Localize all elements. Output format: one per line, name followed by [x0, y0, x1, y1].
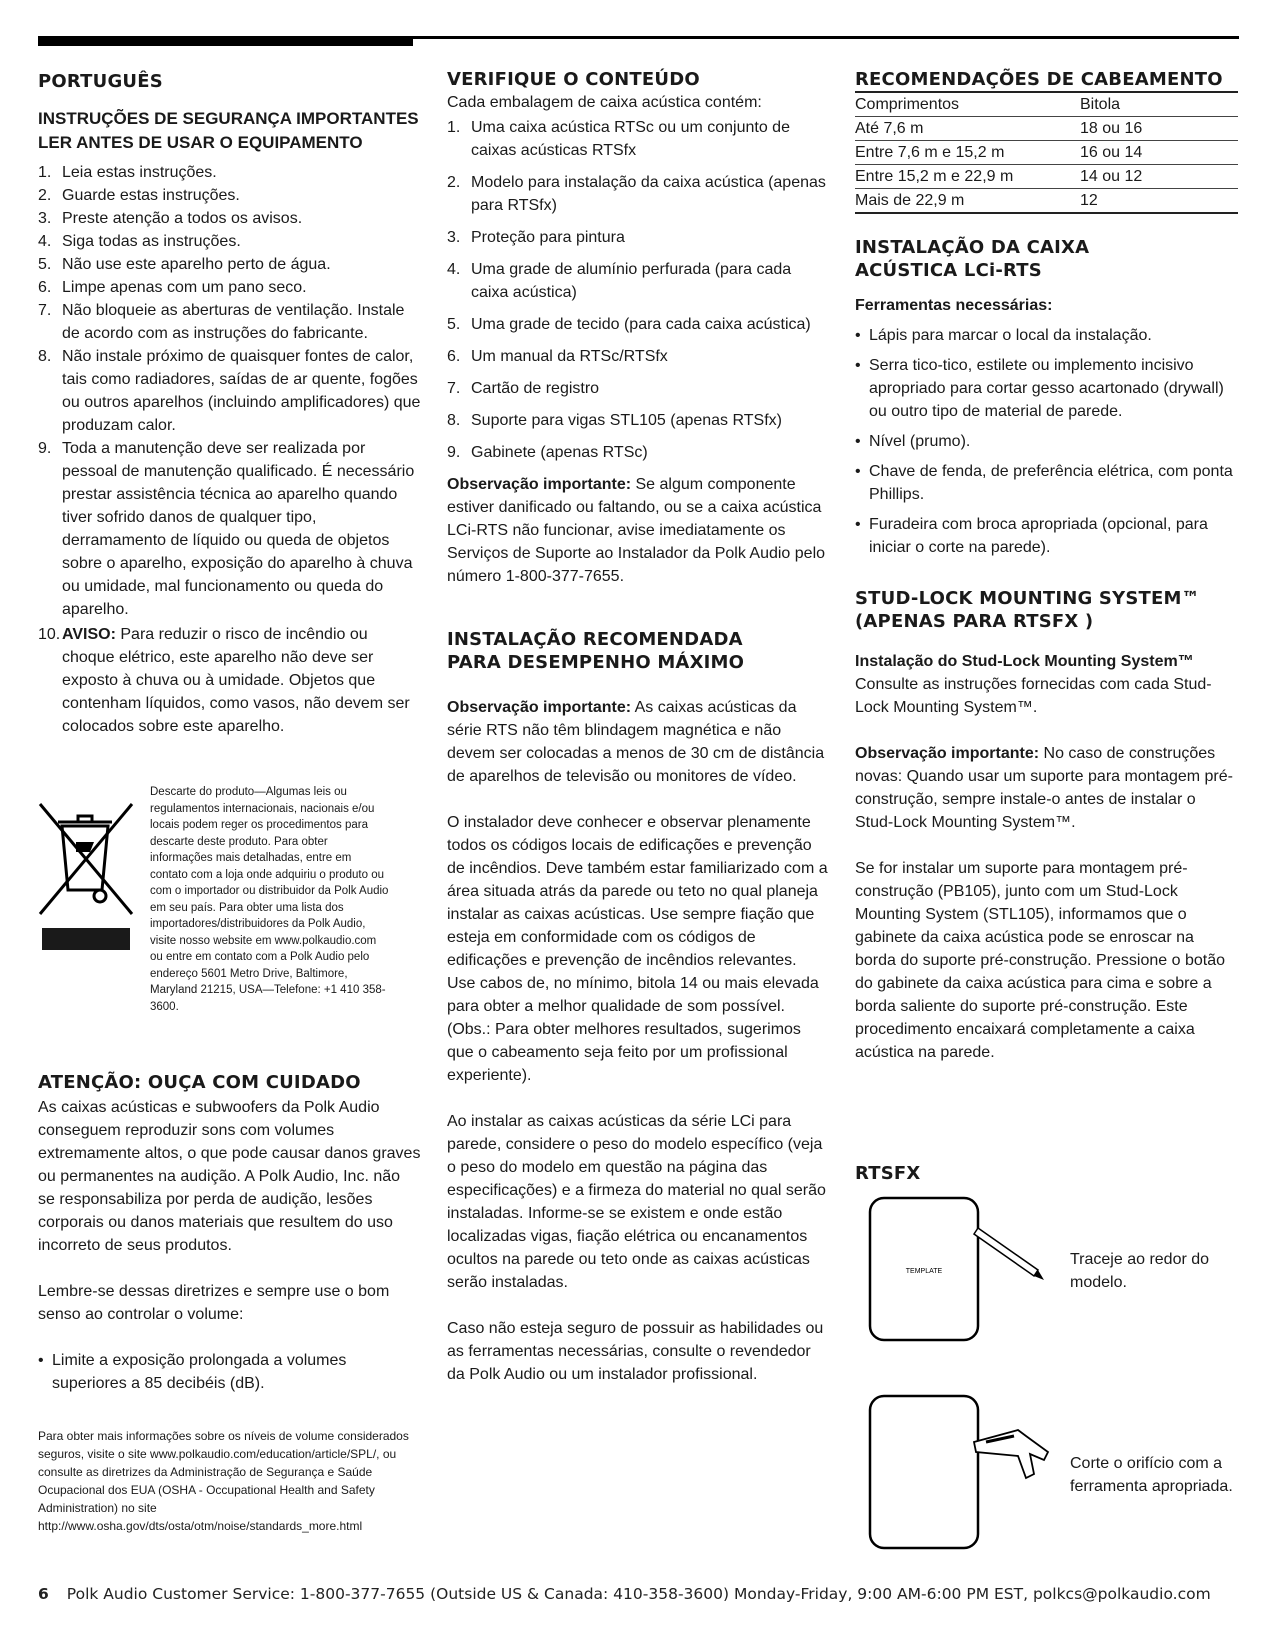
item-number: 3.: [38, 210, 52, 227]
item-number: 5.: [447, 316, 461, 333]
weight-paragraph: Ao instalar as caixas acústicas da série LCi para parede, considere o peso do modelo específico (veja o peso do modelo em questão na página das especificações) e a firmeza do material no qual serão instaladas. Informe-se se existem e onde estão localizadas vigas, fiação elétrica ou encanamentos ocultos na parede ou teto onde as caixas acústicas serão instaladas.: [447, 1113, 826, 1291]
studlock-heading-line2: (APENAS PARA RTSFX ): [855, 611, 1094, 632]
table-cell: 16 ou 14: [1080, 141, 1238, 165]
item-text: Siga todas as instruções.: [62, 233, 241, 250]
note-text: Se algum componente estiver danificado ou faltando, ou se a caixa acústica LCi-RTS não funcionar, avise imediatamente os Serviços de Suporte ao Instalador da Polk Audio pelo número 1-800-377-7655.: [447, 476, 826, 585]
tool-item: [855, 354, 1238, 423]
customer-service-line: Polk Audio Customer Service: 1-800-377-7655 (Outside US & Canada: 410-358-3600) Monday-Friday, 9:00 AM-6:00 PM EST, polkcs@polkaudio.com: [66, 1585, 1211, 1603]
studlock-heading-line1: STUD-LOCK MOUNTING SYSTEM™: [855, 588, 1200, 609]
contents-item: [447, 116, 829, 162]
contents-list: [447, 116, 829, 464]
contents-item: [447, 441, 829, 464]
item-text: Uma grade de tecido (para cada caixa acústica): [471, 316, 811, 333]
item-text: Gabinete (apenas RTSc): [471, 444, 648, 461]
item-number: 6.: [447, 348, 461, 365]
safety-heading-line1: INSTRUÇÕES DE SEGURANÇA IMPORTANTES: [38, 109, 419, 128]
attention-guidelines: Lembre-se dessas diretrizes e sempre use o bom senso ao controlar o volume:: [38, 1283, 390, 1323]
item-number: 4.: [447, 261, 461, 278]
safety-item: [38, 184, 421, 207]
table-cell: Entre 7,6 m e 15,2 m: [855, 141, 1080, 165]
studlock-paragraph: Consulte as instruções fornecidas com cada Stud-Lock Mounting System™.: [855, 676, 1212, 716]
safety-item-10: [38, 623, 421, 738]
wiring-heading: RECOMENDAÇÕES DE CABEAMENTO: [855, 69, 1223, 90]
warning-label: AVISO:: [62, 626, 116, 643]
page-footer: [38, 1585, 1211, 1603]
tool-item: [855, 460, 1238, 506]
table-cell: 12: [1080, 189, 1238, 214]
contents-item: [447, 377, 829, 400]
item-number: 6.: [38, 279, 52, 296]
item-text: Guarde estas instruções.: [62, 187, 240, 204]
note-text: No caso de construções novas: Quando usar um suporte para montagem pré-construção, sempre instale-o antes de instalar o Stud-Lock Mounting System™.: [855, 745, 1233, 831]
table-cell: Entre 15,2 m e 22,9 m: [855, 165, 1080, 189]
item-number: 2.: [447, 174, 461, 191]
tool-text: Furadeira com broca apropriada (opcional, para iniciar o corte na parede).: [869, 516, 1208, 556]
note-new-construction: [855, 742, 1238, 834]
install-heading-line2: PARA DESEMPENHO MÁXIMO: [447, 652, 745, 673]
table-cell: Mais de 22,9 m: [855, 189, 1080, 214]
table-row: [855, 189, 1238, 214]
disposal-block: [38, 784, 421, 1015]
item-number: 7.: [447, 380, 461, 397]
lci-heading-line2: ACÚSTICA LCi-RTS: [855, 260, 1042, 281]
contents-item: [447, 171, 829, 217]
item-number: 9.: [447, 444, 461, 461]
bullet-icon: •: [855, 433, 861, 450]
template-trace-illustration: [868, 1196, 1048, 1346]
safety-item: [38, 437, 421, 621]
item-text: Preste atenção a todos os avisos.: [62, 210, 303, 227]
table-row: [855, 141, 1238, 165]
pencil-icon: [974, 1228, 1044, 1280]
item-text: Suporte para vigas STL105 (apenas RTSfx): [471, 412, 782, 429]
warning-text: Para reduzir o risco de incêndio ou choque elétrico, este aparelho não deve ser exposto à chuva ou à umidade. Objetos que contenham líquidos, como vasos, não devem ser colocados sobre este aparelho.: [62, 626, 410, 735]
contents-item: [447, 258, 829, 304]
item-number: 8.: [38, 348, 52, 365]
note-text: As caixas acústicas da série RTS não têm blindagem magnética e não devem ser colocadas a menos de 30 cm de distância de aparelhos de televisão ou monitores de vídeo.: [447, 699, 825, 785]
note-label: Observação importante:: [447, 476, 632, 493]
safety-item: [38, 230, 421, 253]
contents-heading: VERIFIQUE O CONTEÚDO: [447, 69, 700, 90]
tool-text: Chave de fenda, de preferência elétrica, com ponta Phillips.: [869, 463, 1233, 503]
install-heading-line1: INSTALAÇÃO RECOMENDADA: [447, 629, 743, 650]
item-text: Cartão de registro: [471, 380, 600, 397]
safety-item: [38, 253, 421, 276]
item-number: 9.: [38, 440, 52, 457]
weee-symbol: [38, 784, 150, 1015]
tools-list: [855, 324, 1238, 559]
safety-item: [38, 299, 421, 345]
tool-text: Lápis para marcar o local da instalação.: [869, 327, 1152, 344]
item-number: 1.: [447, 119, 461, 136]
studlock-subheading: Instalação do Stud-Lock Mounting System™: [855, 653, 1194, 670]
lci-heading-line1: INSTALAÇÃO DA CAIXA: [855, 237, 1090, 258]
column-header: Comprimentos: [855, 92, 1080, 117]
item-number: 2.: [38, 187, 52, 204]
more-info-text: Para obter mais informações sobre os níveis de volume considerados seguros, visite o site www.polkaudio.com/education/article/SPL/, ou consulte as diretrizes da Administração de Segurança e Saúde Ocupacional dos EUA (OSHA - Occupational Health and Safety Administration) no site http://www.osha.gov/dts/osta/otm/noise/standards_more.html: [38, 1429, 409, 1533]
item-text: Não use este aparelho perto de água.: [62, 256, 331, 273]
item-number: 7.: [38, 302, 52, 319]
safety-item: [38, 207, 421, 230]
tool-item: [855, 324, 1238, 347]
cutout-illustration: [868, 1394, 1058, 1554]
item-text: Limpe apenas com um pano seco.: [62, 279, 307, 296]
contents-item: [447, 345, 829, 368]
attention-bullets: [38, 1349, 421, 1395]
contents-item: [447, 409, 829, 432]
table-row: [855, 165, 1238, 189]
contents-intro: Cada embalagem de caixa acústica contém:: [447, 94, 762, 111]
page-number: 6: [38, 1585, 49, 1603]
contents-item: [447, 313, 829, 336]
bullet-icon: •: [855, 327, 861, 344]
bracket-paragraph: Se for instalar um suporte para montagem pré-construção (PB105), junto com um Stud-Lock Mounting System (STL105), informamos que o gabinete da caixa acústica pode se enroscar na borda do suporte pré-construção. Pressione o botão do gabinete da caixa acústica para cima e sobre a borda saliente do suporte pré-construção. Este procedimento encaixará completamente a caixa acústica na parede.: [855, 860, 1226, 1061]
safety-item: [38, 345, 421, 437]
note-magnetic-shielding: [447, 696, 829, 788]
note-missing-parts: [447, 473, 829, 588]
safety-list: [38, 161, 421, 621]
installer-paragraph: O instalador deve conhecer e observar plenamente todos os códigos locais de edificações e prevenção de incêndios. Deve também estar familiarizado com a área situada atrás da parede ou teto no qual planeja instalar as caixas acústicas. Use sempre fiação que esteja em conformidade com os códigos de edificações e prevenção de incêndios relevantes. Use cabos de, no mínimo, bitola 14 ou mais elevada para obter a melhor qualidade de som possível. (Obs.: Para obter melhores resultados, sugerimos que o cabeamento seja feito por um profissional experiente).: [447, 814, 828, 1084]
table-cell: Até 7,6 m: [855, 117, 1080, 141]
attention-paragraph: As caixas acústicas e subwoofers da Polk Audio conseguem reproduzir sons com volumes extremamente altos, o que pode causar danos graves ou permanentes na audição. A Polk Audio, Inc. não se responsabiliza por perda de audição, lesões corporais ou danos materiais que resultem do uso incorreto de seus produtos.: [38, 1099, 421, 1254]
item-number: 5.: [38, 256, 52, 273]
note-label: Observação importante:: [855, 745, 1040, 762]
table-header-row: [855, 92, 1238, 117]
unsure-paragraph: Caso não esteja seguro de possuir as habilidades ou as ferramentas necessárias, consulte o revendedor da Polk Audio ou um instalador profissional.: [447, 1320, 824, 1383]
contents-item: [447, 226, 829, 249]
item-text: Proteção para pintura: [471, 229, 625, 246]
item-text: Uma caixa acústica RTSc ou um conjunto de caixas acústicas RTSfx: [471, 119, 790, 159]
tool-text: Serra tico-tico, estilete ou implemento incisivo apropriado para cortar gesso acartonado (drywall) ou outro tipo de material de parede.: [869, 357, 1224, 420]
bullet-icon: •: [855, 463, 861, 480]
item-number: 10.: [38, 626, 61, 643]
table-cell: 18 ou 16: [1080, 117, 1238, 141]
attention-heading: ATENÇÃO: OUÇA COM CUIDADO: [38, 1072, 361, 1093]
tool-item: [855, 513, 1238, 559]
wiring-table: [855, 91, 1238, 214]
template-label: TEMPLATE: [905, 1268, 943, 1275]
figure2-caption: Corte o orifício com a ferramenta apropriada.: [1070, 1455, 1233, 1495]
table-row: [855, 117, 1238, 141]
item-text: Não instale próximo de quaisquer fontes de calor, tais como radiadores, saídas de ar quente, fogões ou outros aparelhos (incluindo amplificadores) que produzam calor.: [62, 348, 421, 434]
crossed-bin-icon: [38, 802, 134, 952]
top-rule-accent: [38, 37, 413, 46]
bullet-icon: •: [855, 357, 861, 374]
language-heading: PORTUGUÊS: [38, 71, 163, 92]
tool-text: Nível (prumo).: [869, 433, 971, 450]
disposal-text: Descarte do produto—Algumas leis ou regulamentos internacionais, nacionais e/ou locais podem reger os procedimentos para descarte deste produto. Para obter informações mais detalhadas, entre em contato com a loja onde adquiriu o produto ou com o importador ou distribuidor da Polk Audio em seu país. Para obter uma lista dos importadores/distribuidores da Polk Audio, visite nosso website em www.polkaudio.com ou entre em contato com a Polk Audio pelo endereço 5601 Metro Drive, Baltimore, Maryland 21215, USA—Telefone: +1 410 358-3600.: [150, 786, 389, 1013]
bullet-icon: •: [855, 516, 861, 533]
item-number: 8.: [447, 412, 461, 429]
list-item: • Limite a exposição prolongada a volumes superiores a 85 decibéis (dB).: [38, 1352, 347, 1392]
column-header: Bitola: [1080, 92, 1238, 117]
table-cell: 14 ou 12: [1080, 165, 1238, 189]
figure-title: RTSFX: [855, 1163, 921, 1184]
cutout-shape: [870, 1396, 978, 1548]
item-text: Uma grade de alumínio perfurada (para cada caixa acústica): [471, 261, 792, 301]
tool-item: [855, 430, 1238, 453]
safety-heading-line2: LER ANTES DE USAR O EQUIPAMENTO: [38, 133, 363, 152]
safety-item: [38, 161, 421, 184]
column-right: [855, 58, 1238, 1064]
saw-tool-icon: [974, 1430, 1048, 1478]
safety-item: [38, 276, 421, 299]
column-middle: [447, 58, 829, 1386]
note-label: Observação importante:: [447, 699, 632, 716]
item-text: Toda a manutenção deve ser realizada por pessoal de manutenção qualificado. É necessário prestar assistência técnica ao aparelho quando tiver sofrido danos de qualquer tipo, derramamento de líquido ou queda de objetos sobre o aparelho, exposição do aparelho à chuva ou umidade, mal funcionamento ou queda do aparelho.: [62, 440, 415, 618]
column-left: [38, 58, 421, 1535]
item-number: 3.: [447, 229, 461, 246]
item-number: 1.: [38, 164, 52, 181]
item-text: Leia estas instruções.: [62, 164, 217, 181]
item-text: Modelo para instalação da caixa acústica (apenas para RTSfx): [471, 174, 826, 214]
item-number: 4.: [38, 233, 52, 250]
item-text: Não bloqueie as aberturas de ventilação. Instale de acordo com as instruções do fabricante.: [62, 302, 405, 342]
tools-heading: Ferramentas necessárias:: [855, 297, 1053, 314]
figure1-caption: Traceje ao redor do modelo.: [1070, 1251, 1210, 1291]
item-text: Um manual da RTSc/RTSfx: [471, 348, 668, 365]
